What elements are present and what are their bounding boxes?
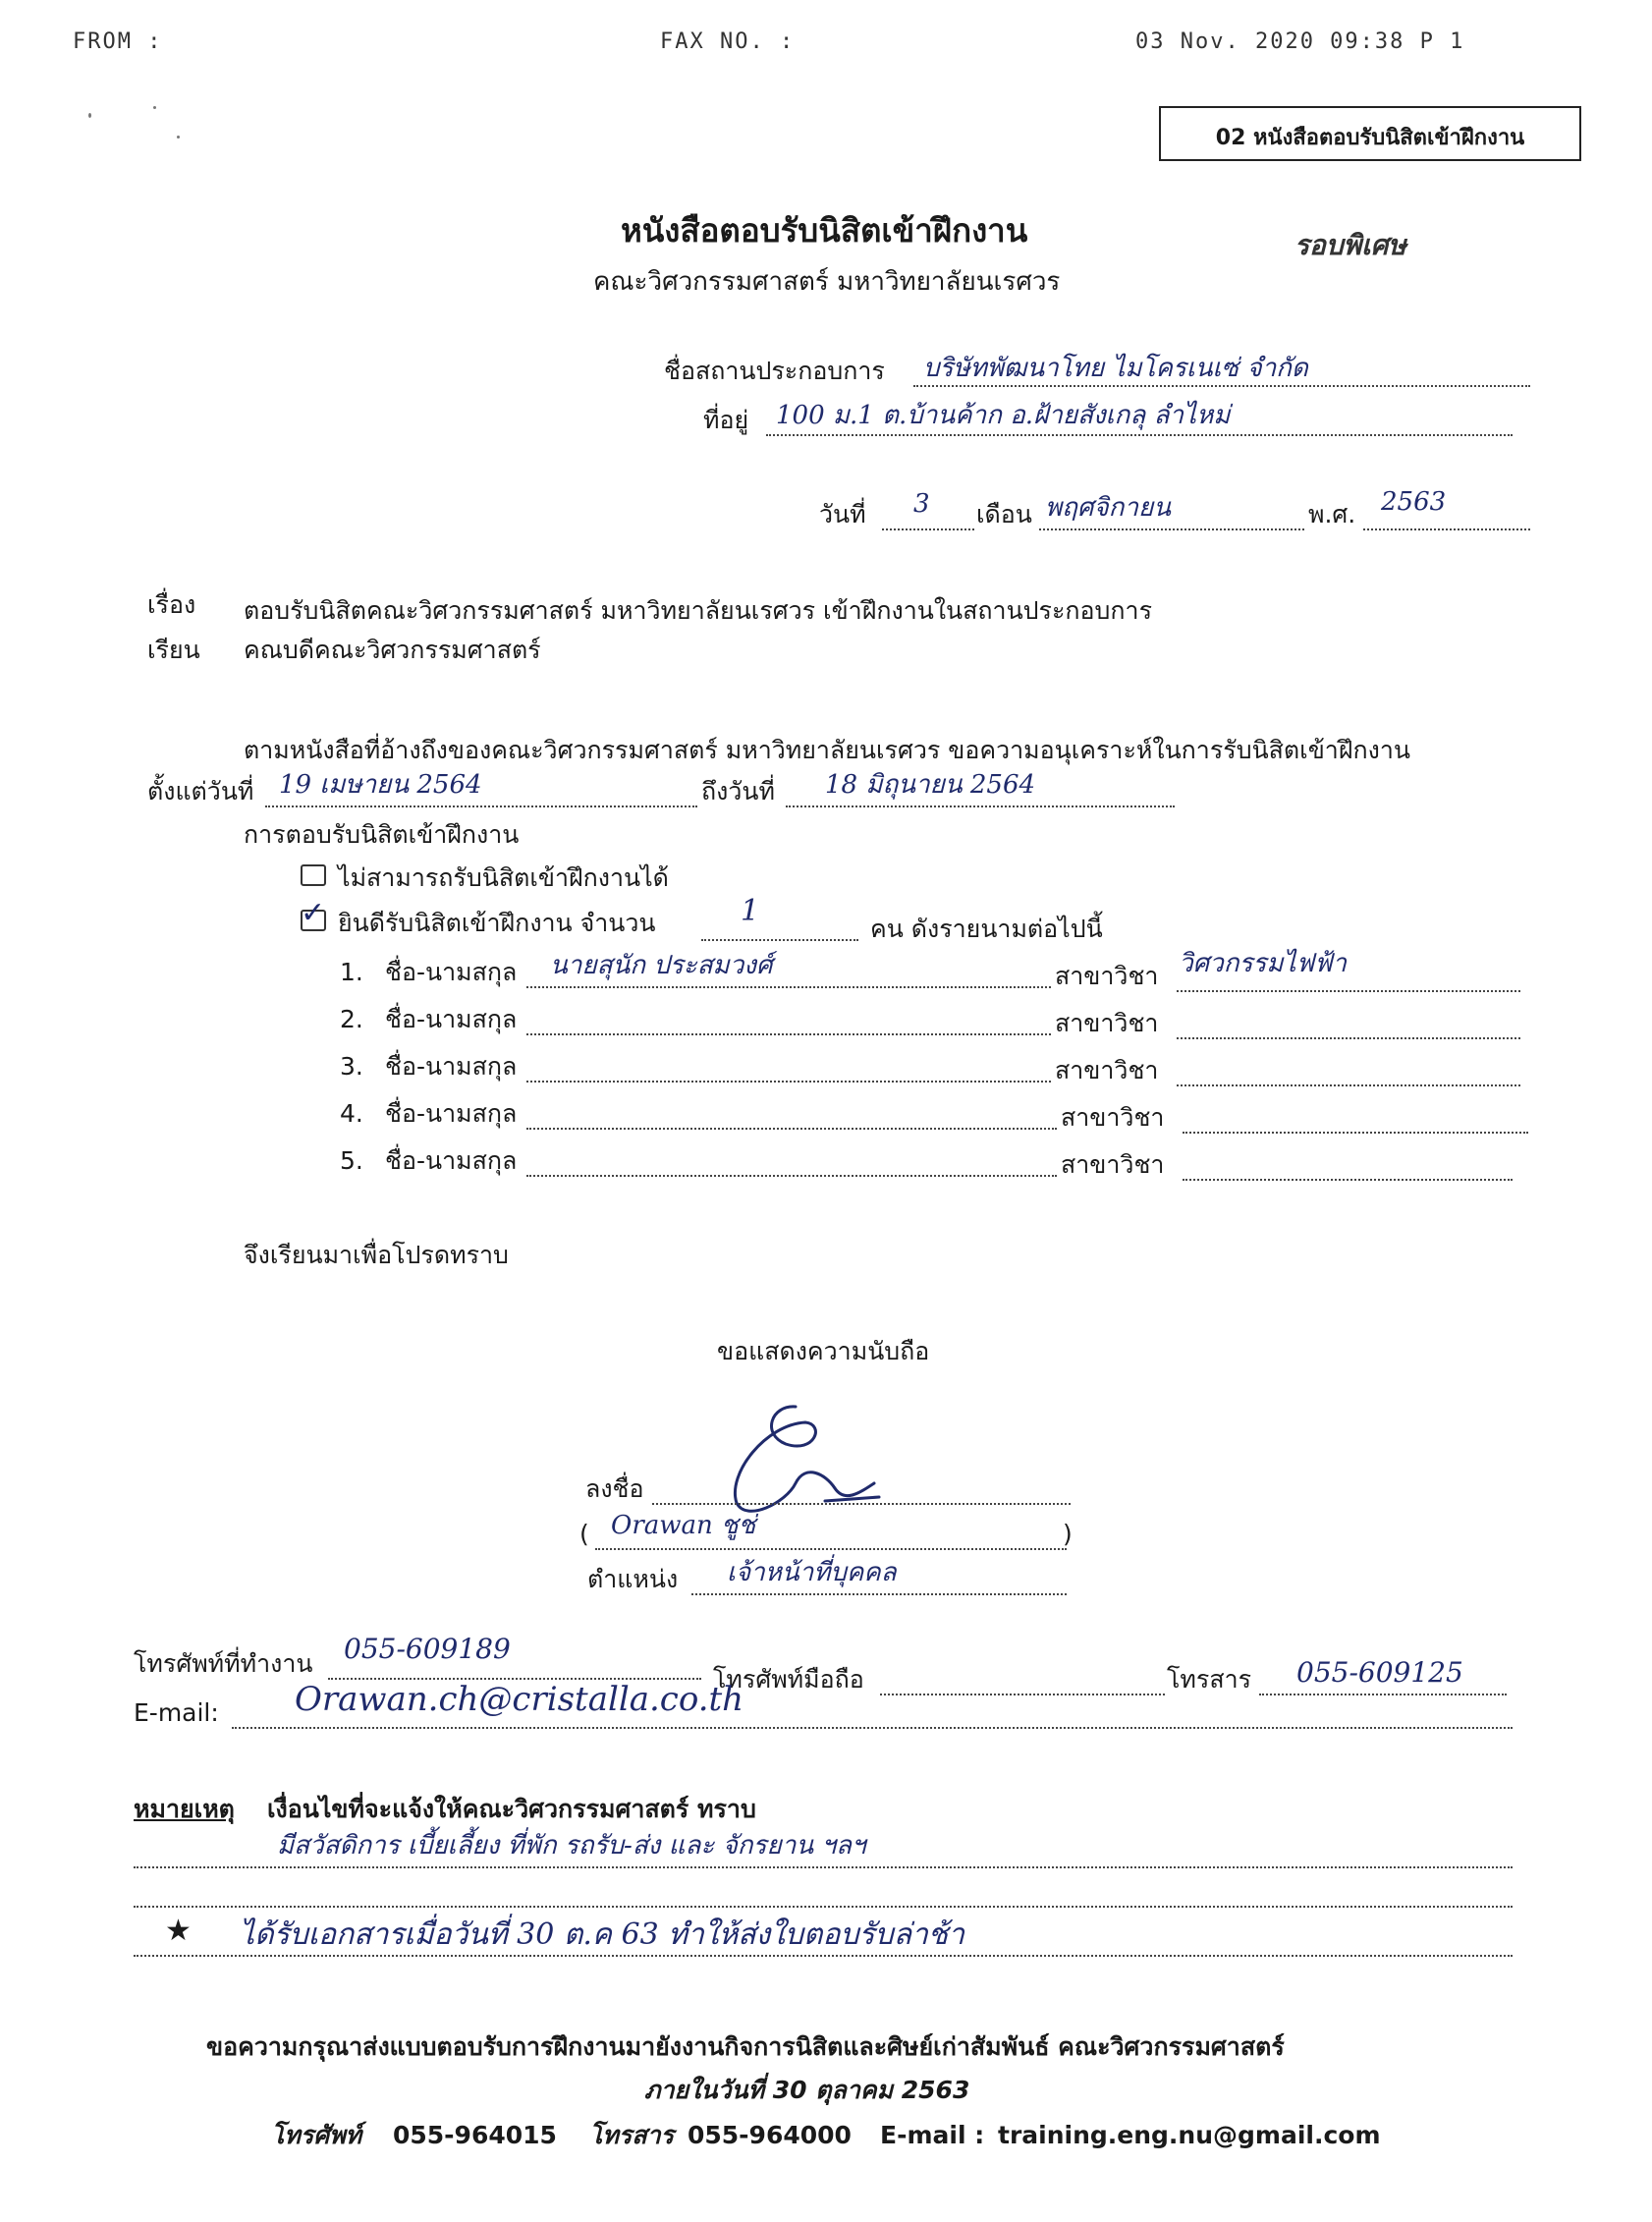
- scan-speck: [153, 106, 156, 109]
- date-month-dotted-line: [1039, 528, 1304, 530]
- closing-text: จึงเรียนมาเพื่อโปรดทราบ: [244, 1241, 509, 1269]
- round-note: รอบพิเศษ: [1294, 229, 1406, 261]
- date-day-dotted-line: [882, 528, 974, 530]
- footer-line1: ขอความกรุณาส่งแบบตอบรับการฝึกงานมายังงานกิจการนิสิตและศิษย์เก่าสัมพันธ์ คณะวิศวกรรมศาสตร์: [206, 2032, 1285, 2061]
- student-major-dotted-line: [1177, 990, 1520, 992]
- regards-text: ขอแสดงความนับถือ: [717, 1337, 930, 1365]
- student-name-dotted-line: [526, 986, 1051, 988]
- student-no: 4.: [340, 1099, 363, 1128]
- date-month-label: เดือน: [976, 500, 1032, 528]
- signer-name-value: Orawan ชูช่: [611, 1511, 756, 1540]
- fax-datetime: 03 Nov. 2020 09:38 P 1: [1135, 29, 1465, 54]
- email-dotted-line: [232, 1727, 1513, 1729]
- email-value: Orawan.ch@cristalla.co.th: [295, 1680, 744, 1719]
- student-name-label: ชื่อ-นามสกุล: [385, 1146, 518, 1175]
- signer-name-dotted-line: [595, 1548, 1067, 1550]
- student-major-dotted-line: [1183, 1179, 1513, 1181]
- student-name-dotted-line: [526, 1128, 1057, 1130]
- period-from-dotted-line: [265, 805, 697, 807]
- student-name-dotted-line: [526, 1175, 1057, 1177]
- student-major-dotted-line: [1177, 1037, 1520, 1039]
- fax-label: โทรสาร: [1167, 1665, 1252, 1694]
- reject-option-label: ไม่สามารถรับนิสิตเข้าฝึกงานได้: [338, 863, 669, 892]
- period-to-label: ถึงวันที่: [701, 777, 775, 805]
- date-year-label: พ.ศ.: [1308, 500, 1356, 528]
- student-major-label: สาขาวิชา: [1061, 1103, 1165, 1132]
- date-day-label: วันที่: [819, 500, 866, 528]
- student-major-label: สาขาวิชา: [1055, 962, 1159, 990]
- document-title: หนังสือตอบรับนิสิตเข้าฝึกงาน: [621, 211, 1028, 250]
- accept-count-value: 1: [741, 894, 760, 928]
- remarks-line1-text: มีสวัสดิการ เบี้ยเลี้ยง ที่พัก รถรับ-ส่ง และ จักรยาน ฯลฯ: [277, 1831, 866, 1861]
- subject-text: ตอบรับนิสิตคณะวิศวกรรมศาสตร์ มหาวิทยาลัยนเรศวร เข้าฝึกงานในสถานประกอบการ: [244, 596, 1153, 625]
- reject-checkbox[interactable]: [301, 864, 326, 886]
- address-label: ที่อยู่: [703, 406, 749, 434]
- student-name-label: ชื่อ-นามสกุล: [385, 958, 518, 986]
- period-from-value: 19 เมษายน 2564: [279, 770, 482, 800]
- document-code-label: 02 หนังสือตอบรับนิสิตเข้าฝึกงาน: [1215, 126, 1525, 150]
- fax-value: 055-609125: [1296, 1656, 1463, 1689]
- student-no: 2.: [340, 1005, 363, 1033]
- company-value: บริษัทพัฒนาโทย ไมโครเนเซ่ จำกัด: [923, 354, 1308, 383]
- acceptance-heading: การตอบรับนิสิตเข้าฝึกงาน: [244, 820, 520, 849]
- remarks-line2-text: ได้รับเอกสารเมื่อวันที่ 30 ต.ค 63 ทำให้ส่งใบตอบรับล่าช้า: [240, 1917, 965, 1952]
- footer-phone: 055-964015: [393, 2121, 557, 2149]
- remarks-line-2: [134, 1906, 1513, 1908]
- fax-number: FAX NO. :: [660, 29, 796, 54]
- student-major-label: สาขาวิชา: [1061, 1150, 1165, 1179]
- mobile-dotted-line: [880, 1694, 1165, 1695]
- footer-line2: ภายในวันที่ 30 ตุลาคม 2563: [644, 2076, 970, 2104]
- date-month-value: พฤศจิกายน: [1045, 493, 1171, 523]
- student-name-value: นายสุนัก ประสมวงศ์: [550, 951, 773, 980]
- signer-name-open: (: [579, 1520, 589, 1548]
- student-major-dotted-line: [1183, 1132, 1528, 1134]
- period-from-label: ตั้งแต่วันที่: [147, 777, 254, 805]
- work-phone-label: โทรศัพท์ที่ทำงาน: [134, 1649, 313, 1678]
- fax-dotted-line: [1259, 1694, 1507, 1695]
- email-label: E-mail:: [134, 1698, 219, 1727]
- signature-label: ลงชื่อ: [585, 1474, 644, 1503]
- body-text: ตามหนังสือที่อ้างถึงของคณะวิศวกรรมศาสตร์ มหาวิทยาลัยนเรศวร ขอความอนุเคราะห์ในการรับนิสิตเข้าฝึกงาน: [244, 736, 1410, 764]
- position-dotted-line: [691, 1593, 1067, 1595]
- student-major-label: สาขาวิชา: [1055, 1056, 1159, 1084]
- period-to-value: 18 มิถุนายน 2564: [825, 770, 1036, 800]
- student-name-label: ชื่อ-นามสกุล: [385, 1005, 518, 1033]
- subject-label: เรื่อง: [147, 590, 196, 619]
- scan-speck: [177, 136, 180, 139]
- fax-from: FROM :: [73, 29, 163, 54]
- document-code-box: [1159, 106, 1581, 161]
- footer-email[interactable]: training.eng.nu@gmail.com: [998, 2121, 1381, 2149]
- work-phone-value: 055-609189: [344, 1633, 511, 1665]
- accept-count-dotted-line: [701, 939, 858, 941]
- to-label: เรียน: [147, 636, 200, 664]
- student-major-value: วิศวกรรมไฟฟ้า: [1179, 949, 1348, 978]
- address-value: 100 ม.1 ต.บ้านค้าก อ.ฝ้ายสังเกลุ ลำไหม่: [776, 401, 1231, 430]
- footer-fax: 055-964000: [688, 2121, 852, 2149]
- remarks-line-1: [134, 1866, 1513, 1868]
- student-name-label: ชื่อ-นามสกุล: [385, 1099, 518, 1128]
- footer-fax-label: โทรสาร: [589, 2121, 675, 2149]
- signer-name-close: ): [1063, 1520, 1073, 1548]
- student-name-dotted-line: [526, 1081, 1051, 1083]
- document-subtitle: คณะวิศวกรรมศาสตร์ มหาวิทยาลัยนเรศวร: [593, 267, 1061, 297]
- student-no: 5.: [340, 1146, 363, 1175]
- remarks-label: หมายเหตุ: [134, 1795, 235, 1823]
- student-major-dotted-line: [1177, 1084, 1520, 1086]
- footer-email-label: E-mail :: [880, 2121, 985, 2149]
- position-label: ตำแหน่ง: [587, 1565, 679, 1593]
- student-no: 1.: [340, 958, 363, 986]
- student-major-label: สาขาวิชา: [1055, 1009, 1159, 1037]
- student-name-label: ชื่อ-นามสกุล: [385, 1052, 518, 1081]
- period-to-dotted-line: [786, 805, 1175, 807]
- accept-count-unit: คน ดังรายนามต่อไปนี้: [870, 915, 1103, 943]
- scan-speck: [88, 113, 91, 118]
- accept-option-label: ยินดีรับนิสิตเข้าฝึกงาน จำนวน: [338, 909, 656, 937]
- mobile-label: โทรศัพท์มือถือ: [713, 1665, 864, 1694]
- to-text: คณบดีคณะวิศวกรรมศาสตร์: [244, 636, 541, 664]
- student-name-dotted-line: [526, 1033, 1051, 1035]
- footer-phone-label: โทรศัพท์: [271, 2121, 362, 2149]
- position-value: เจ้าหน้าที่บุคคล: [727, 1558, 897, 1587]
- star-icon: ★: [165, 1914, 192, 1948]
- company-label: ชื่อสถานประกอบการ: [664, 357, 885, 385]
- remarks-heading: เงื่อนไขที่จะแจ้งให้คณะวิศวกรรมศาสตร์ ทราบ: [267, 1795, 756, 1823]
- date-year-value: 2563: [1381, 487, 1447, 517]
- checkmark-icon: ✓: [301, 896, 326, 930]
- student-no: 3.: [340, 1052, 363, 1081]
- date-day-value: 3: [913, 489, 930, 519]
- date-year-dotted-line: [1363, 528, 1530, 530]
